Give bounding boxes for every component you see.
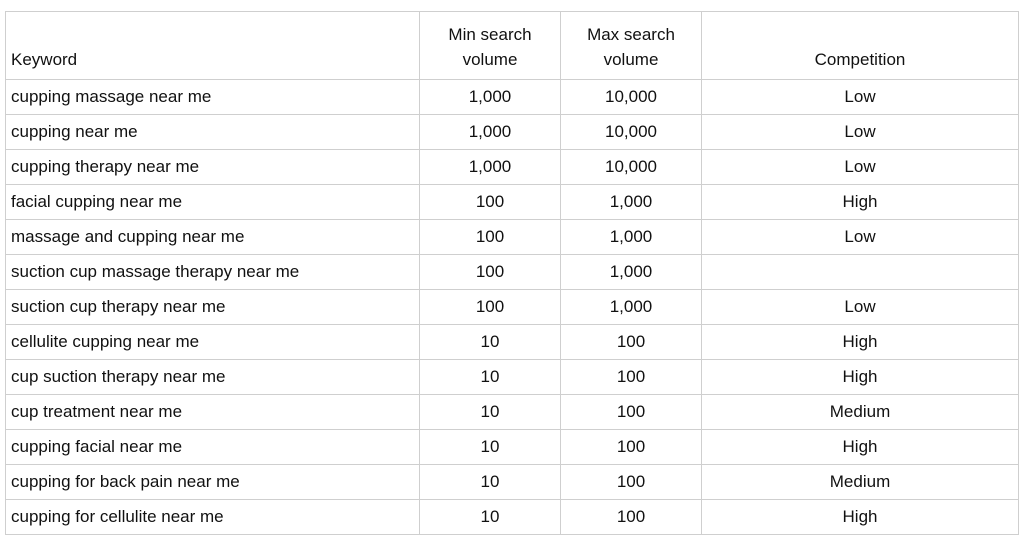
table-row [6, 500, 1019, 535]
table-row [6, 395, 1019, 430]
max-volume-cell: 100 [561, 395, 702, 430]
header-max-line-1: Max search [587, 25, 675, 44]
competition-cell [702, 255, 1019, 290]
competition-cell: Medium [702, 395, 1019, 430]
max-volume-cell: 1,000 [561, 220, 702, 255]
min-volume-cell: 10 [420, 465, 561, 500]
min-volume-cell: 10 [420, 395, 561, 430]
competition-cell: High [702, 500, 1019, 535]
table-body [6, 80, 1019, 535]
max-volume-cell: 10,000 [561, 150, 702, 185]
table-header [6, 12, 1019, 80]
min-volume-cell: 100 [420, 290, 561, 325]
header-max-line-2: volume [603, 50, 659, 69]
table-row [6, 80, 1019, 115]
header-max-search-volume [561, 12, 702, 80]
min-volume-cell: 10 [420, 360, 561, 395]
competition-cell: Low [702, 220, 1019, 255]
table-row [6, 185, 1019, 220]
table-row [6, 255, 1019, 290]
competition-cell: Medium [702, 465, 1019, 500]
competition-cell: High [702, 185, 1019, 220]
max-volume-cell: 10,000 [561, 115, 702, 150]
min-volume-cell: 100 [420, 185, 561, 220]
min-volume-cell: 1,000 [420, 115, 561, 150]
table-row [6, 360, 1019, 395]
max-volume-cell: 1,000 [561, 290, 702, 325]
competition-cell: Low [702, 150, 1019, 185]
competition-cell: Low [702, 290, 1019, 325]
min-volume-cell: 10 [420, 500, 561, 535]
keyword-cell: cellulite cupping near me [6, 325, 420, 360]
keyword-cell: facial cupping near me [6, 185, 420, 220]
keyword-cell: suction cup therapy near me [6, 290, 420, 325]
table-row [6, 325, 1019, 360]
keyword-cell: cupping for back pain near me [6, 465, 420, 500]
max-volume-cell: 100 [561, 465, 702, 500]
max-volume-cell: 100 [561, 360, 702, 395]
header-min-search-volume [420, 12, 561, 80]
keyword-cell: cupping facial near me [6, 430, 420, 465]
table-row [6, 220, 1019, 255]
min-volume-cell: 10 [420, 325, 561, 360]
keyword-cell: cupping massage near me [6, 80, 420, 115]
keyword-cell: cupping therapy near me [6, 150, 420, 185]
max-volume-cell: 100 [561, 325, 702, 360]
table-row [6, 430, 1019, 465]
max-volume-cell: 1,000 [561, 255, 702, 290]
max-volume-cell: 10,000 [561, 80, 702, 115]
min-volume-cell: 100 [420, 255, 561, 290]
keyword-cell: massage and cupping near me [6, 220, 420, 255]
min-volume-cell: 1,000 [420, 150, 561, 185]
min-volume-cell: 100 [420, 220, 561, 255]
header-keyword: Keyword [6, 12, 420, 80]
max-volume-cell: 100 [561, 500, 702, 535]
min-volume-cell: 10 [420, 430, 561, 465]
keyword-table [5, 11, 1019, 535]
max-volume-cell: 1,000 [561, 185, 702, 220]
competition-cell: High [702, 325, 1019, 360]
competition-cell: High [702, 430, 1019, 465]
max-volume-cell: 100 [561, 430, 702, 465]
header-min-line-2: volume [462, 50, 518, 69]
keyword-cell: cup suction therapy near me [6, 360, 420, 395]
header-min-line-1: Min search [448, 25, 532, 44]
table-row [6, 150, 1019, 185]
header-competition: Competition [702, 12, 1019, 80]
table-row [6, 290, 1019, 325]
keyword-cell: cupping near me [6, 115, 420, 150]
min-volume-cell: 1,000 [420, 80, 561, 115]
competition-cell: Low [702, 115, 1019, 150]
keyword-cell: suction cup massage therapy near me [6, 255, 420, 290]
competition-cell: Low [702, 80, 1019, 115]
keyword-cell: cupping for cellulite near me [6, 500, 420, 535]
table-row [6, 465, 1019, 500]
table-row [6, 115, 1019, 150]
header-row [6, 12, 1019, 80]
keyword-cell: cup treatment near me [6, 395, 420, 430]
competition-cell: High [702, 360, 1019, 395]
